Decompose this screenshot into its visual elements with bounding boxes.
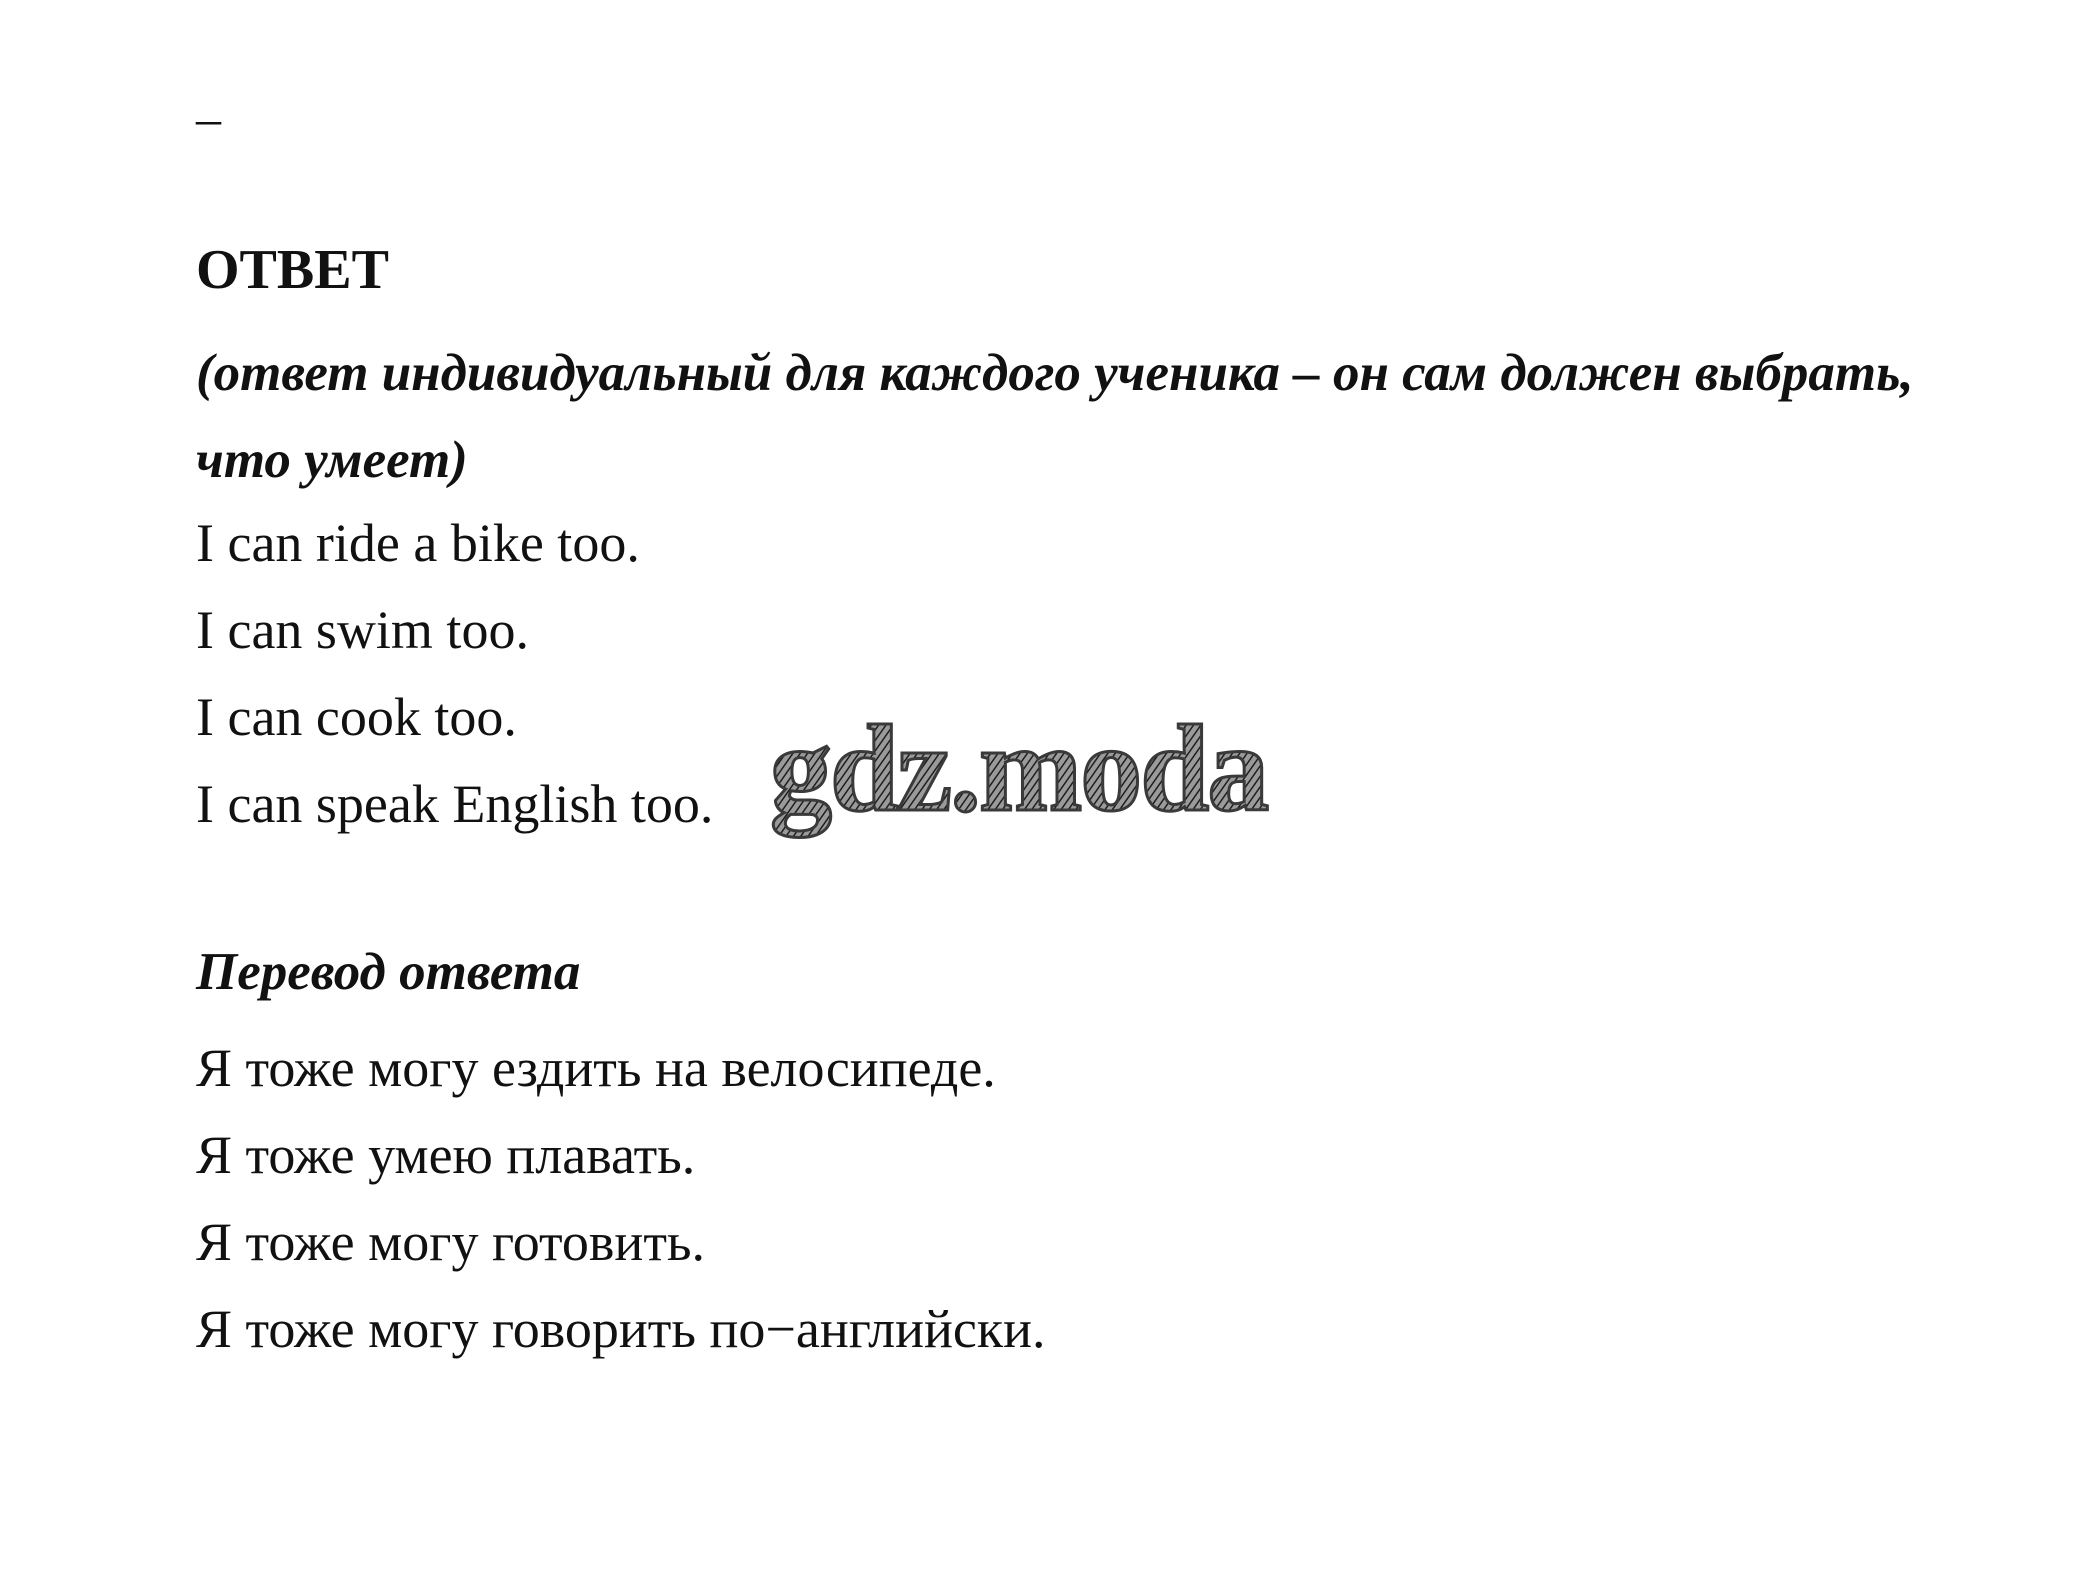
answer-note: (ответ индивидуальный для каждого ученика – он сам должен выбрать, что умеет) [196, 344, 1914, 489]
translation-line: Я тоже могу ездить на велосипеде. [196, 1038, 996, 1098]
watermark-logo [762, 702, 1357, 852]
answer-list [196, 500, 713, 848]
answer-line: I can cook too. [196, 687, 517, 747]
translation-line: Я тоже могу готовить. [196, 1212, 706, 1272]
translation-heading: Перевод ответа [196, 943, 581, 1001]
translation-list [196, 1025, 1045, 1373]
svg-text:gdz.moda: gdz.moda [770, 702, 1268, 837]
answer-heading: ОТВЕТ [196, 239, 389, 301]
translation-line: Я тоже могу говорить по−английски. [196, 1299, 1046, 1359]
top-dash-mark: – [196, 90, 221, 146]
answer-line: I can speak English too. [196, 774, 714, 834]
answer-line: I can swim too. [196, 600, 529, 660]
answer-line: I can ride a bike too. [196, 513, 640, 573]
translation-line: Я тоже умею плавать. [196, 1125, 696, 1185]
